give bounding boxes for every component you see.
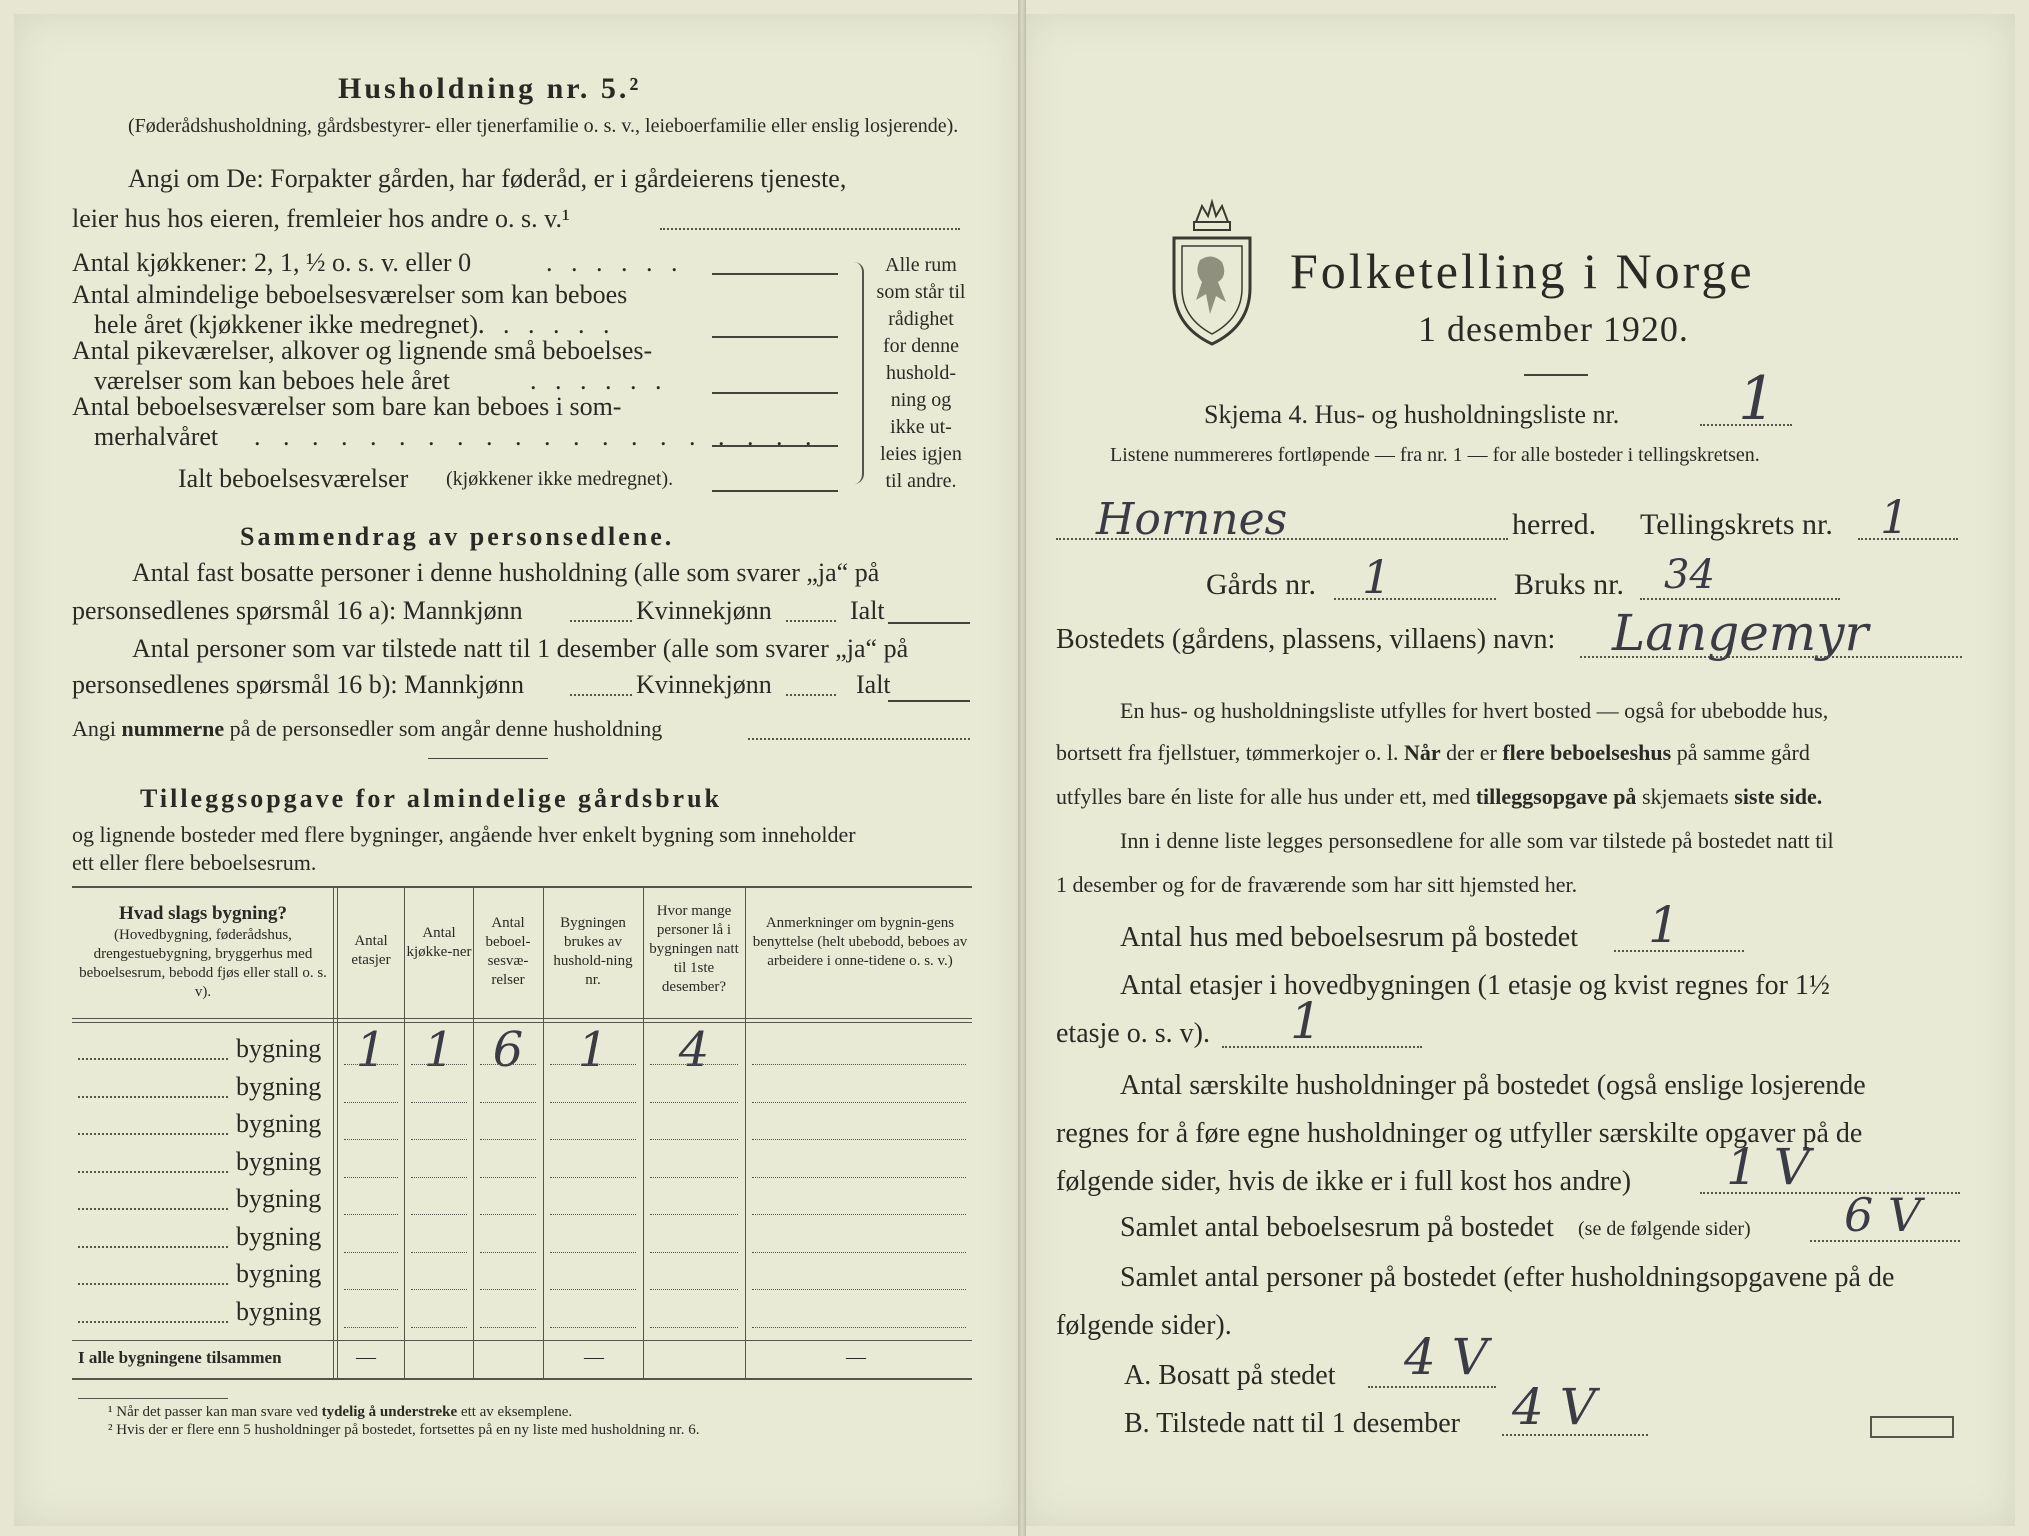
instr1-l2-b: Når [1403,740,1441,765]
page-fold [1018,0,1026,1536]
present-male-line [570,694,632,696]
ordinary-rooms-l1: Antal almindelige beboelsesværelser som kan beboes [72,280,628,309]
instr1-line-3 [1056,784,1822,810]
cell-line [344,1064,398,1065]
instr1-line-1: En hus- og husholdningsliste utfylles for hvert bosted — også for ubebodde hus, [1120,698,1829,723]
building-type-line [78,1283,228,1285]
hush-line-3: følgende sider, hvis de ikke er i full kost hos andre) [1056,1166,1632,1197]
bosatt-label: A. Bosatt på stedet [1124,1360,1336,1391]
etasjer-value: 1 [1290,992,1322,1050]
cell-line [650,1102,738,1103]
remarks-line [752,1214,966,1215]
building-type-line [78,1058,228,1060]
etasjer-line-1: Antal etasjer i hovedbygningen (1 etasje og kvist regnes for 1½ [1120,970,1830,1001]
remarks-line [752,1139,966,1140]
total-rooms-label: Ialt beboelsesværelser [178,464,409,493]
printer-mark [1870,1416,1954,1438]
cell-line [480,1064,536,1065]
cell-line [480,1177,536,1178]
resident-female-line [786,620,836,622]
krets-label: Tellingskrets nr. [1640,508,1833,541]
remarks-line [752,1102,966,1103]
remarks-line [752,1327,966,1328]
bruk-value: 34 [1664,552,1715,598]
footnote-rule [78,1398,228,1399]
side-note-brace [848,262,864,484]
table-top-border [72,886,972,888]
krets-value: 1 [1880,490,1910,544]
col-head-rooms: Antal beboel-sesvæ-relser [485,915,531,988]
supplement-intro-1: og lignende bosteder med flere bygninger, angående hver enkelt bygning som inneholder [72,822,856,847]
title-divider [1524,374,1588,376]
rum-label: Samlet antal beboelsesrum på bostedet [1120,1212,1554,1243]
footnote-1 [108,1404,572,1421]
table-header-border [72,1018,972,1019]
bruk-answer-line [1640,598,1840,600]
cell-line [411,1177,467,1178]
census-date: 1 desember 1920. [1418,309,1689,349]
ordinary-rooms-l2: hele året (kjøkkener ikke medregnet). [94,310,485,339]
cell-line [344,1214,398,1215]
total-household-dash: — [584,1346,604,1368]
instr1-l3-a: utfylles bare én liste for alle hus under ett, med [1056,784,1471,809]
kitchens-dots: . . . . . . [546,248,684,277]
cell-line [411,1252,467,1253]
summer-rooms-l2: merhalvåret [94,422,219,451]
col-divider [333,886,334,1378]
side-note-line: som står til [876,281,966,303]
instr1-l2-e: på samme gård [1676,740,1810,765]
intro-line-1: Angi om De: Forpakter gården, har føderåd, er i gårdeierens tjeneste, [128,164,847,193]
row-label: bygning [236,1071,322,1101]
cell-line [344,1252,398,1253]
col-head-household: Bygningen brukes av hushold-ning nr. [553,915,633,988]
resident-total-label: Ialt [850,596,885,625]
cell-line [650,1252,738,1253]
cell-line [550,1214,636,1215]
numbers-answer-line [748,738,970,740]
building-type-line [78,1208,228,1210]
col-head-remarks: Anmerkninger om bygnin-gens benyttelse (helt ubebodd, beboes av arbeidere i onne-tidene o. s. v.) [752,915,968,969]
schema-value: 1 [1738,364,1777,434]
krets-answer-line [1858,538,1958,540]
side-note [866,252,976,495]
col-head-floors: Antal etasjer [351,933,391,968]
summer-rooms-l1: Antal beboelsesværelser som bare kan beboes i som- [72,392,622,421]
herred-label: herred. [1512,508,1597,541]
intro-line-2: leier hus hos eieren, fremleier hos andre o. s. v.¹ [72,204,570,233]
building-type-line [78,1246,228,1248]
bosatt-answer-line [1368,1386,1496,1388]
resident-total-line [888,622,970,624]
cell-line [480,1252,536,1253]
building-type-line [78,1133,228,1135]
hush-line-1: Antal særskilte husholdninger på bostedet (også enslige losjerende [1120,1070,1866,1101]
building-type-line [78,1171,228,1173]
col-divider [404,886,405,1378]
instr1-l3-c: skjemaets [1641,784,1729,809]
tilstede-answer-line [1502,1434,1648,1436]
bruk-label: Bruks nr. [1514,568,1625,601]
section-divider [428,758,548,759]
household-subtitle-text: (Føderådshusholdning, gårdsbestyrer- eller tjenerfamilie o. s. v., leieboerfamilie eller enslig losjerende). [128,115,959,137]
building-type-line [78,1096,228,1098]
numbers-label-c: på de personsedler som angår denne husholdning [229,716,663,741]
gard-value: 1 [1362,550,1392,604]
present-female-label: Kvinnekjønn [636,670,772,699]
present-total-line [888,700,970,702]
row-label: bygning [236,1034,322,1063]
total-rooms-note: (kjøkkener ikke medregnet). [446,468,674,490]
cell-line [411,1064,467,1065]
household-title: Husholdning nr. 5.² [338,72,642,105]
cell-kjokkener: 1 [423,1022,455,1078]
col-head-persons: Hvor mange personer lå i bygningen natt til 1ste desember? [649,903,739,995]
instr2-line-1: Inn i denne liste legges personsedlene for alle som var tilstede på bostedet natt til [1120,828,1834,853]
bosted-answer-line [1580,656,1962,658]
census-title: Folketelling i Norge [1290,243,1755,299]
row-label: bygning [236,1109,322,1138]
present-female-line [786,694,836,696]
cell-line [550,1102,636,1103]
cell-line [344,1177,398,1178]
col-divider [643,886,644,1378]
row-label: bygning [236,1184,322,1213]
hus-label: Antal hus med beboelsesrum på bostedet [1120,922,1579,953]
col-divider [745,886,746,1378]
hush-line-2: regnes for å føre egne husholdninger og utfyller særskilte opgaver på de [1056,1118,1863,1149]
cell-line [480,1214,536,1215]
cell-vaerelser: 6 [492,1022,524,1078]
cell-line [550,1327,636,1328]
col-divider [543,886,544,1378]
numbering-note: Listene nummereres fortløpende — fra nr. 1 — for alle bosteder i tellingskretsen. [1110,444,1760,466]
kitchens-label: Antal kjøkkener: 2, 1, ½ o. s. v. eller 0 [72,248,472,277]
numbers-line [72,716,662,742]
cell-line [480,1327,536,1328]
instr1-l3-b: tilleggsopgave på [1475,784,1637,809]
row-label: bygning [236,1259,322,1288]
remarks-line [752,1252,966,1253]
rum-answer-line [1810,1240,1960,1242]
instr1-l2-d: flere beboelseshus [1502,740,1672,765]
maid-rooms-l2: værelser som kan beboes hele året [94,366,450,395]
maid-answer-line [712,392,838,394]
building-type-line [78,1321,228,1323]
footnote-2-text: Hvis der er flere enn 5 husholdninger på bostedet, fortsettes på en ny liste med husholdning nr. 6. [116,1422,700,1438]
herred-answer-line [1056,538,1508,540]
etasjer-line-2: etasje o. s. v). [1056,1018,1210,1049]
rum-value: 6 V [1844,1188,1922,1242]
hus-answer-line [1614,950,1744,952]
instr1-l2-a: bortsett fra fjellstuer, tømmerkojer o. l. [1056,740,1399,765]
gard-answer-line [1334,598,1496,600]
maid-rooms-l1: Antal pikeværelser, alkover og lignende små beboelses- [72,336,653,365]
side-note-line: ikke ut- [890,416,952,438]
remarks-line [752,1177,966,1178]
cell-line [550,1177,636,1178]
instr2-line-2: 1 desember og for de fraværende som har sitt hjemsted her. [1056,872,1578,897]
cell-line [344,1289,398,1290]
summer-rooms-dots: . . . . . . . . . . . . . . . . . . . . [254,422,820,451]
tilstede-label: B. Tilstede natt til 1 desember [1124,1408,1460,1439]
row-label: bygning [236,1296,322,1326]
cell-line [411,1102,467,1103]
present-total-label: Ialt [856,670,891,699]
footnote-1-b: tydelig å understreke [321,1404,458,1420]
summary-line-1: Antal fast bosatte personer i denne husholdning (alle som svarer „ja“ på [132,558,880,587]
footnote-1-mark: ¹ [108,1404,113,1420]
cell-line [480,1289,536,1290]
footnote-2 [108,1422,699,1439]
footnote-1-a: Når det passer kan man svare ved [116,1404,318,1420]
cell-line [344,1327,398,1328]
col-divider [337,886,338,1378]
summary-line-4: personsedlenes spørsmål 16 b): Mannkjønn [72,670,525,699]
summary-heading: Sammendrag av personsedlene. [240,522,675,551]
left-page [14,14,1019,1526]
supplement-heading: Tilleggsopgave for almindelige gårdsbruk [140,784,723,813]
cell-personer: 4 [678,1022,710,1078]
table-bottom-border [72,1378,972,1380]
total-floors-dash: — [356,1346,376,1368]
cell-line [344,1102,398,1103]
herred-value: Hornnes [1096,494,1288,545]
cell-line [344,1139,398,1140]
side-note-line: for denne [882,335,960,357]
hush-value: 1 V [1726,1138,1810,1196]
hus-value: 1 [1648,896,1680,954]
cell-line [550,1289,636,1290]
etasjer-answer-line [1222,1046,1422,1048]
cell-line [411,1327,467,1328]
remarks-line [752,1064,966,1065]
cell-line [550,1139,636,1140]
summary-line-3: Antal personer som var tilstede natt til 1 desember (alle som svarer „ja“ på [132,634,909,663]
bosatt-value: 4 V [1404,1328,1488,1386]
side-note-line: hushold- [886,362,956,384]
resident-male-line [570,620,632,622]
pers-line-1: Samlet antal personer på bostedet (efter husholdningsopgavene på de [1120,1262,1895,1293]
rum-note: (se de følgende sider) [1578,1218,1751,1240]
cell-line [480,1102,536,1103]
schema-answer-line [1700,424,1792,426]
numbers-label-b: nummerne [121,716,225,741]
row-label: bygning [236,1146,322,1176]
side-note-line: Alle rum [885,254,957,276]
tilstede-value: 4 V [1512,1378,1596,1436]
schema-label: Skjema 4. Hus- og husholdningsliste nr. [1204,400,1620,429]
cell-line [650,1327,738,1328]
side-note-line: til andre. [885,470,957,492]
table-total-label: I alle bygningene tilsammen [78,1348,282,1367]
resident-female-label: Kvinnekjønn [636,596,772,625]
col-head-building-title: Hvad slags bygning? [119,903,287,924]
intro-answer-line [660,228,960,230]
cell-line [411,1289,467,1290]
col-head-building-desc: (Hovedbygning, føderådshus, drengestuebygning, bryggerhus med beboelsesrum, bebodd fjøs eller stall o. s. v). [79,927,327,1000]
household-subtitle [128,112,968,140]
cell-line [550,1064,636,1065]
ordinary-rooms-dots: . . . . . . [478,310,616,339]
side-note-line: ning og [890,389,952,411]
cell-husholdning: 1 [577,1022,609,1078]
cell-line [650,1139,738,1140]
ordinary-answer-line [712,336,838,338]
total-rooms-answer-line [712,490,838,492]
cell-line [650,1177,738,1178]
cell-line [650,1289,738,1290]
side-note-line: leies igjen [880,443,962,465]
cell-line [550,1252,636,1253]
cell-line [411,1139,467,1140]
pers-line-2: følgende sider). [1056,1310,1232,1341]
maid-rooms-dots: . . . . . . [530,366,668,395]
instr1-line-2 [1056,740,1810,766]
supplement-intro-2: ett eller flere beboelsesrum. [72,850,317,875]
bosted-value: Langemyr [1612,604,1869,662]
bosted-label: Bostedets (gårdens, plassens, villaens) navn: [1056,624,1556,655]
summer-answer-line [712,445,838,447]
summary-line-2: personsedlenes spørsmål 16 a): Mannkjønn [72,596,523,625]
col-head-building [78,902,328,1002]
kitchens-answer-line [712,273,838,275]
col-head-kitchens: Antal kjøkke-ner [406,925,472,960]
col-divider [473,886,474,1378]
remarks-line [752,1289,966,1290]
cell-line [650,1214,738,1215]
gard-label: Gårds nr. [1206,568,1316,601]
instr1-l2-c: der er [1446,740,1497,765]
total-remarks-dash: — [846,1346,866,1368]
side-note-line: rådighet [888,308,954,330]
cell-line [411,1214,467,1215]
footnote-1-c: ett av eksemplene. [460,1404,573,1420]
instr1-l3-d: siste side. [1734,784,1823,809]
footnote-2-mark: ² [108,1422,113,1438]
cell-etasjer: 1 [355,1022,387,1078]
cell-line [480,1139,536,1140]
coat-of-arms-icon [1166,198,1258,348]
table-total-top-border [72,1340,972,1341]
numbers-label-a: Angi [72,716,116,741]
row-label: bygning [236,1221,322,1251]
cell-line [650,1064,738,1065]
